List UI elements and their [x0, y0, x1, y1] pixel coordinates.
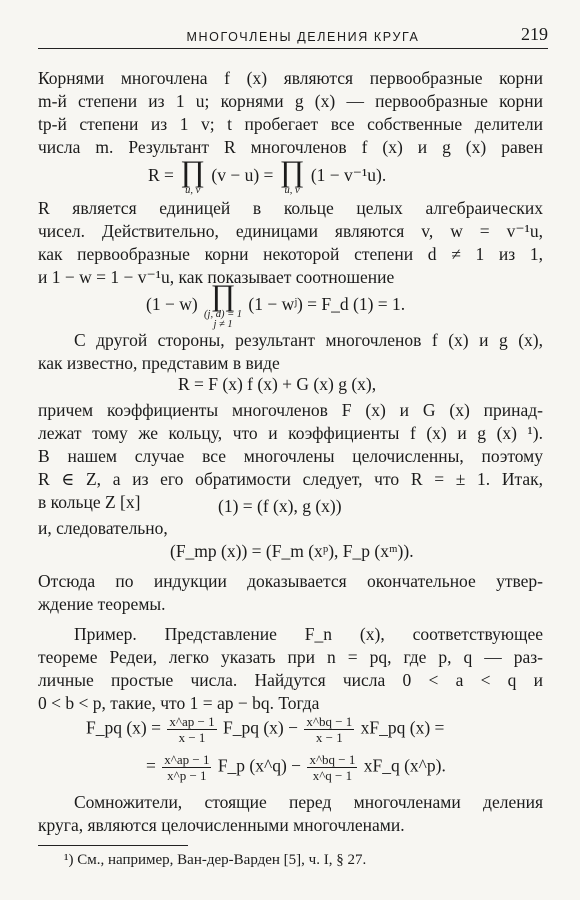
text-line: R является единицей в кольце целых алгебраических: [38, 198, 543, 218]
eq-text: xF_pq (x) =: [360, 717, 445, 738]
product-symbol: ∏ (j, d) = 1 j ≠ 1: [204, 279, 243, 330]
eq-text: F_pq (x) −: [222, 717, 298, 738]
text-line: m-й степени из 1 u; корнями g (x) — первообразные корни: [38, 91, 543, 111]
product-index: u, v: [284, 185, 300, 196]
text-line: Пример. Представление F_n (x), соответствующее: [74, 624, 543, 644]
fraction: [304, 714, 354, 745]
product-symbol: ∏ u, v: [279, 155, 305, 196]
eq-text: (1 − v⁻¹u).: [310, 165, 387, 186]
text-line: как первообразные корни некоторой степени d ≠ 1 из 1,: [38, 244, 543, 264]
page-number: 219: [521, 24, 548, 44]
numerator: x^bq − 1: [309, 752, 356, 767]
equation-fpq-line2: [146, 752, 446, 783]
fraction: [167, 714, 216, 745]
product-index: (j, d) = 1: [204, 309, 243, 320]
denominator: x − 1: [315, 730, 343, 745]
text-line: числа m. Результант R многочленов f (x) и g (x) равен: [38, 137, 543, 157]
text-line: и 1 − w = 1 − v⁻¹u, как показывает соотношение: [38, 267, 395, 287]
text-line: личные простые числа. Найдутся числа 0 < a < q и: [38, 670, 543, 690]
text-line: R ∈ Z, а из его обратимости следует, что R = ± 1. Итак,: [38, 469, 543, 489]
footnote: ¹) См., например, Ван-дер-Варден [5], ч. I, § 27.: [64, 852, 367, 868]
numerator: x^ap − 1: [169, 714, 215, 729]
eq-text: F_pq (x) =: [86, 717, 162, 738]
product-symbol: ∏ u, v: [180, 155, 205, 196]
text-line: причем коэффициенты многочленов F (x) и G (x) принад-: [38, 400, 543, 420]
text-line: круга, являются целочисленными многочленами.: [38, 815, 405, 835]
page-header: [38, 26, 548, 49]
text-line: и, следовательно,: [38, 518, 168, 538]
fraction: [162, 752, 211, 783]
text-line: чисел. Действительно, единицами являются v, w = v⁻¹u,: [38, 221, 543, 241]
footnote-rule: [38, 845, 188, 846]
text-line: как известно, представим в виде: [38, 353, 280, 373]
numerator: x^bq − 1: [306, 714, 353, 729]
equation-unit-relation: [146, 279, 406, 330]
denominator: x − 1: [178, 730, 206, 745]
eq-text: xF_q (x^p).: [363, 755, 446, 776]
running-head: МНОГОЧЛЕНЫ ДЕЛЕНИЯ КРУГА: [186, 30, 420, 44]
eq-text: (1 − w): [146, 294, 198, 315]
text-line: лежат тому же кольцу, что и коэффициенты f (x) и g (x) ¹).: [38, 423, 543, 443]
equation-ideal-mp: (F_mp (x)) = (F_m (xᵖ), F_p (xᵐ)).: [170, 541, 414, 561]
eq-text: (1 − wʲ) = F_d (1) = 1.: [248, 294, 406, 315]
denominator: x^p − 1: [167, 768, 207, 783]
text-line: С другой стороны, результант многочленов f (x) и g (x),: [74, 330, 543, 350]
eq-text: R =: [148, 165, 174, 186]
text-line: Сомножители, стоящие перед многочленами деления: [74, 792, 543, 812]
text-line: tp-й степени из 1 v; t пробегает все собственные делители: [38, 114, 543, 134]
text-line: в кольце Z [x]: [38, 492, 141, 512]
fraction: [307, 752, 357, 783]
eq-text: F_p (x^q) −: [217, 755, 302, 776]
eq-text: =: [146, 755, 156, 776]
text-line: Отсюда по индукции доказывается окончательное утвер-: [38, 571, 543, 591]
equation-resultant-combination: R = F (x) f (x) + G (x) g (x),: [178, 374, 377, 394]
product-index: j ≠ 1: [213, 319, 233, 330]
text-line: Корнями многочлена f (x) являются первообразные корни: [38, 68, 543, 88]
eq-text: (v − u) =: [211, 165, 274, 186]
product-index: u, v: [185, 185, 201, 196]
equation-resultant-product: [148, 155, 387, 196]
denominator: x^q − 1: [312, 768, 353, 783]
text-line: теореме Редеи, легко указать при n = pq, где p, q — раз-: [38, 647, 543, 667]
numerator: x^ap − 1: [164, 752, 210, 767]
text-line: ждение теоремы.: [38, 594, 166, 614]
text-line: В нашем случае все многочлены целочисленны, поэтому: [38, 446, 543, 466]
equation-fpq-line1: [86, 714, 444, 745]
text-line: 0 < b < p, такие, что 1 = ap − bq. Тогда: [38, 693, 320, 713]
equation-ideal: (1) = (f (x), g (x)): [218, 496, 342, 516]
